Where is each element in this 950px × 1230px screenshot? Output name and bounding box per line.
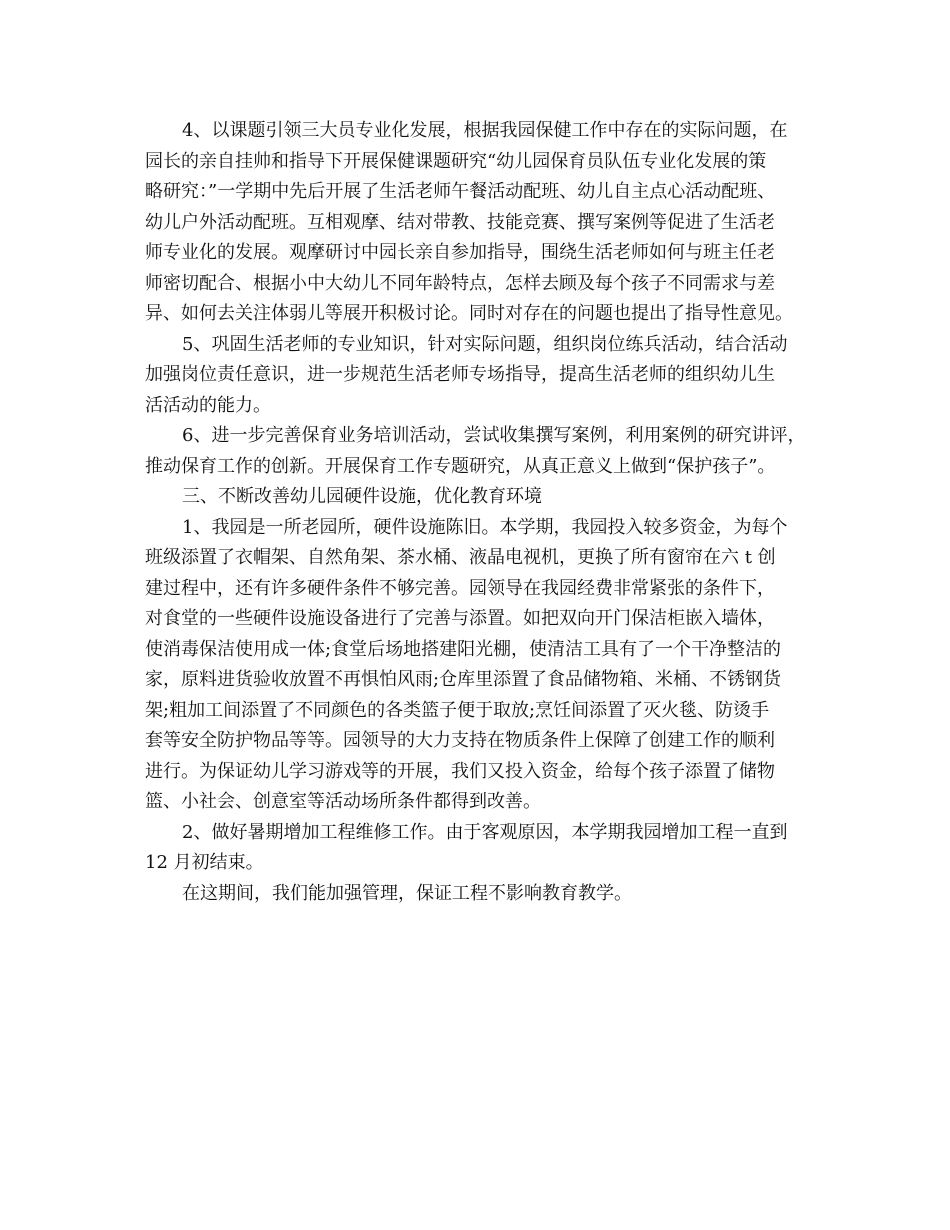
text-line: 6、进一步完善保育业务培训活动，尝试收集撰写案例，利用案例的研究讲评，	[182, 425, 806, 446]
text-line: 套等安全防护物品等等。园领导的大力支持在物质条件上保障了创建工作的顺利	[145, 730, 775, 751]
text-line: 幼儿户外活动配班。互相观摩、结对带教、技能竞赛、撰写案例等促进了生活老	[145, 211, 775, 233]
text-line: 师专业化的发展。观摩研讨中园长亲自参加指导，围绕生活老师如何与班主任老	[145, 242, 775, 263]
text-line: 活活动的能力。	[145, 394, 271, 416]
text-line: 使消毒保洁使用成一体;食堂后场地搭建阳光棚，使清洁工具有了一个干净整洁的	[145, 638, 782, 660]
text-line: 4、以课题引领三大员专业化发展，根据我园保健工作中存在的实际问题，在	[182, 120, 788, 141]
text-line: 12 月初结束。	[145, 852, 264, 873]
text-line: 对食堂的一些硬件设施设备进行了完善与添置。如把双向开门保洁柜嵌入墙体，	[145, 608, 775, 629]
text-line: 1、我园是一所老园所，硬件设施陈旧。本学期，我园投入较多资金，为每个	[182, 516, 788, 538]
section-heading: 三、不断改善幼儿园硬件设施，优化教育环境	[182, 486, 542, 507]
text-line: 家，原料进货验收放置不再惧怕风雨;仓库里添置了食品储物箱、米桶、不锈钢货	[145, 669, 782, 690]
text-line: 在这期间，我们能加强管理，保证工程不影响教育教学。	[182, 882, 632, 904]
text-line: 师密切配合、根据小中大幼儿不同年龄特点，怎样去顾及每个孩子不同需求与差	[145, 272, 775, 294]
text-line: 建过程中，还有许多硬件条件不够完善。园领导在我园经费非常紧张的条件下，	[145, 577, 775, 599]
document-body	[145, 116, 825, 909]
text-line: 加强岗位责任意识，进一步规范生活老师专场指导，提高生活老师的组织幼儿生	[145, 364, 775, 385]
text-line: 5、巩固生活老师的专业知识，针对实际问题，组织岗位练兵活动，结合活动	[182, 333, 788, 355]
text-line: 进行。为保证幼儿学习游戏等的开展，我们又投入资金，给每个孩子添置了储物	[145, 760, 775, 782]
text-line: 推动保育工作的创新。开展保育工作专题研究，从真正意义上做到“保护孩子”。	[145, 455, 776, 477]
text-line: 略研究：”一学期中先后开展了生活老师午餐活动配班、幼儿自主点心活动配班、	[145, 181, 776, 202]
text-line: 园长的亲自挂帅和指导下开展保健课题研究“幼儿园保育员队伍专业化发展的策	[145, 150, 767, 172]
text-line: 异、如何去关注体弱儿等展开积极讨论。同时对存在的问题也提出了指导性意见。	[145, 303, 793, 324]
text-line: 2、做好暑期增加工程维修工作。由于客观原因，本学期我园增加工程一直到	[182, 821, 788, 843]
text-line: 架;粗加工间添置了不同颜色的各类篮子便于取放;烹饪间添置了灭火毯、防烫手	[145, 699, 770, 721]
text-line: 班级添置了衣帽架、自然角架、茶水桶、液晶电视机，更换了所有窗帘在六 t 创	[145, 547, 776, 568]
text-line: 篮、小社会、创意室等活动场所条件都得到改善。	[145, 791, 541, 812]
